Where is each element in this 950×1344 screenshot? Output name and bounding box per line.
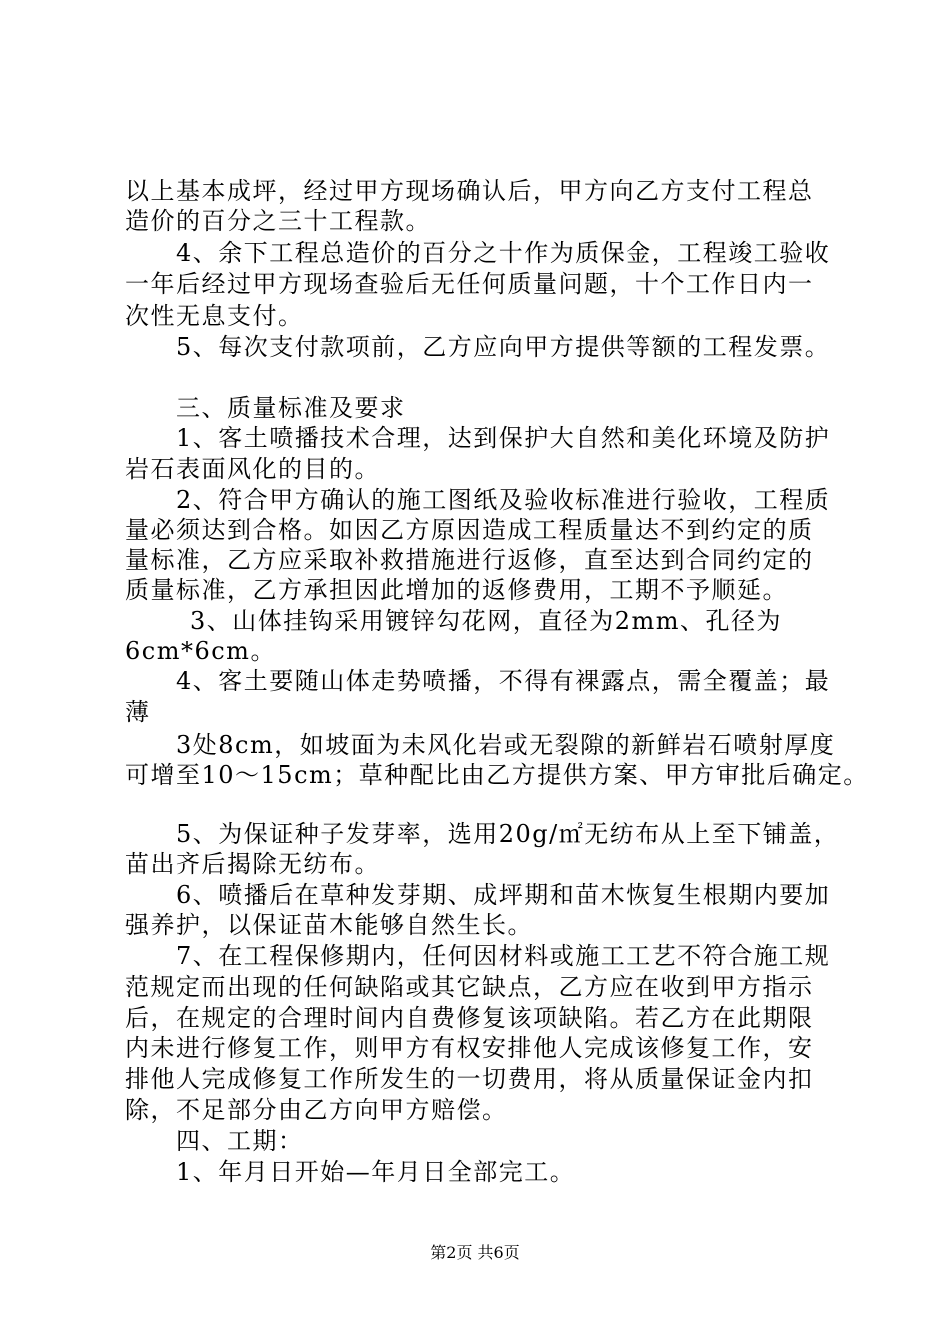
- section-heading: 三、质量标准及要求: [176, 394, 406, 422]
- text-line: 6、喷播后在草种发芽期、成坪期和苗木恢复生根期内要加: [176, 881, 831, 909]
- text-line: 造价的百分之三十工程款。: [125, 207, 431, 235]
- text-line: 强养护，以保证苗木能够自然生长。: [125, 911, 533, 939]
- text-line: 量标准，乙方应采取补救措施进行返修，直至达到合同约定的: [125, 546, 814, 574]
- text-line: 范规定而出现的任何缺陷或其它缺点，乙方应在收到甲方指示: [125, 973, 814, 1001]
- text-line: 3处8cm，如坡面为未风化岩或无裂隙的新鲜岩石喷射厚度: [176, 731, 836, 759]
- text-line: 2、符合甲方确认的施工图纸及验收标准进行验收，工程质: [176, 486, 831, 514]
- text-line: 后，在规定的合理时间内自费修复该项缺陷。若乙方在此期限: [125, 1004, 814, 1032]
- text-line: 4、余下工程总造价的百分之十作为质保金，工程竣工验收: [176, 239, 831, 267]
- section-heading: 四、工期：: [176, 1127, 304, 1155]
- text-line: 量必须达到合格。如因乙方原因造成工程质量达不到约定的质: [125, 516, 814, 544]
- text-line: 质量标准，乙方承担因此增加的返修费用，工期不予顺延。: [125, 576, 788, 604]
- text-line: 岩石表面风化的目的。: [125, 455, 380, 483]
- page-footer: 第2页 共6页: [430, 1243, 520, 1262]
- text-line: 4、客土要随山体走势喷播，不得有裸露点，需全覆盖；最: [176, 667, 831, 695]
- text-line: 5、每次支付款项前，乙方应向甲方提供等额的工程发票。: [176, 333, 831, 361]
- text-line: 薄: [125, 698, 151, 726]
- text-line: 5、为保证种子发芽率，选用20g/㎡无纺布从上至下铺盖，: [176, 820, 840, 848]
- text-line: 排他人完成修复工作所发生的一切费用，将从质量保证金内扣: [125, 1065, 814, 1093]
- text-line: 一年后经过甲方现场查验后无任何质量问题，十个工作日内一: [125, 270, 814, 298]
- text-line: 1、客土喷播技术合理，达到保护大自然和美化环境及防护: [176, 424, 831, 452]
- text-line: 3、山体挂钩采用镀锌勾花网，直径为2mm、孔径为: [190, 607, 783, 635]
- text-line: 可增至10～15cm；草种配比由乙方提供方案、甲方审批后确定。: [125, 761, 869, 789]
- text-line: 次性无息支付。: [125, 302, 304, 330]
- text-line: 苗出齐后揭除无纺布。: [125, 850, 380, 878]
- text-line: 1、年月日开始—年月日全部完工。: [176, 1158, 576, 1186]
- text-line: 以上基本成坪，经过甲方现场确认后，甲方向乙方支付工程总: [125, 177, 814, 205]
- text-line: 7、在工程保修期内，任何因材料或施工工艺不符合施工规: [176, 942, 831, 970]
- text-line: 内未进行修复工作，则甲方有权安排他人完成该修复工作，安: [125, 1034, 814, 1062]
- text-line: 6cm*6cm。: [125, 637, 276, 665]
- text-line: 除，不足部分由乙方向甲方赔偿。: [125, 1096, 508, 1124]
